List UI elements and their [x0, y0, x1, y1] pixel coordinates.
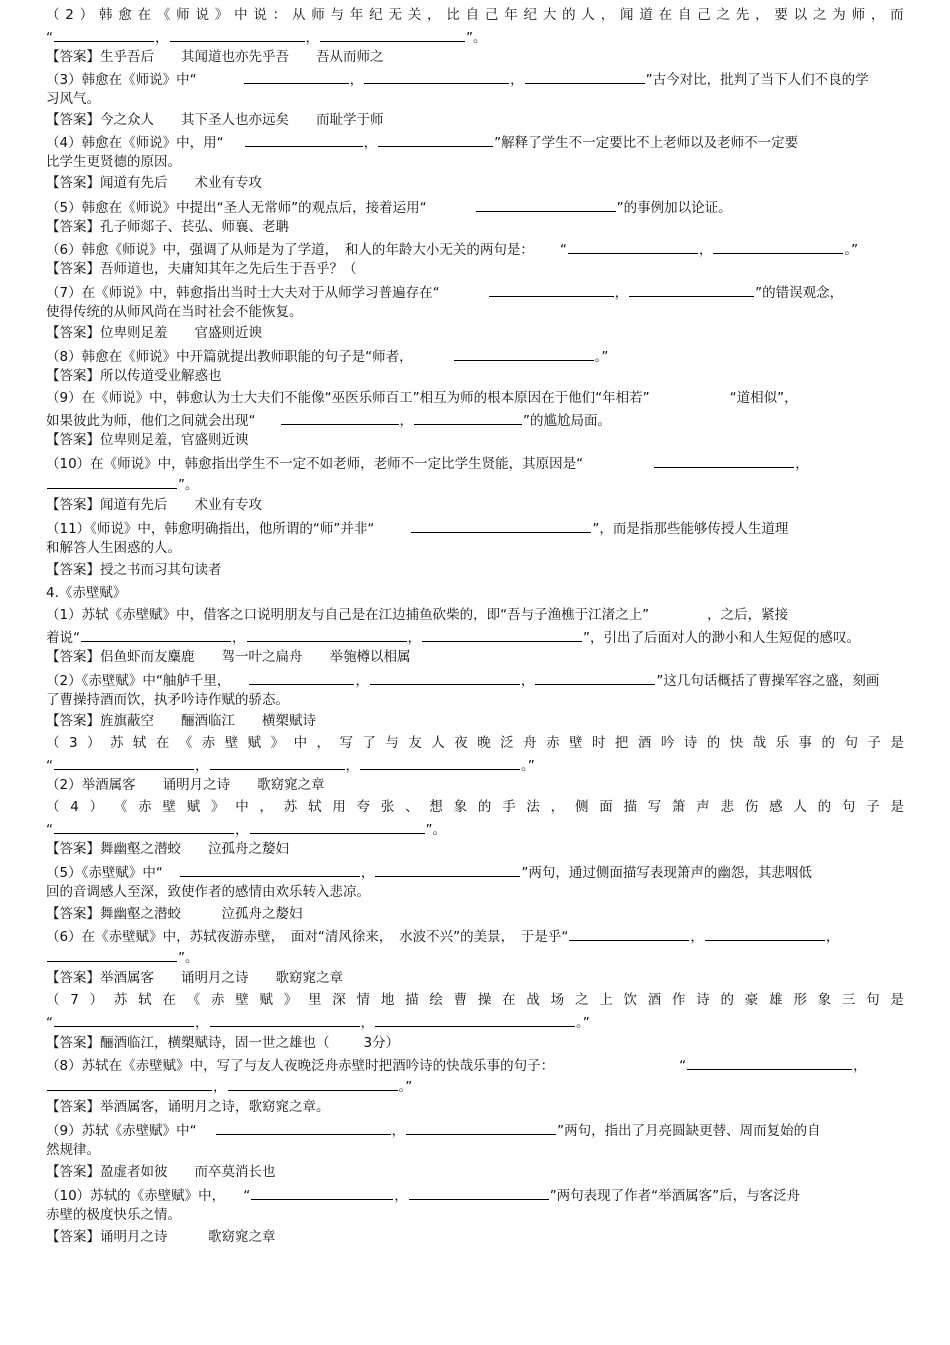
question-line: （11）《师说》中，韩愈明确指出，他所谓的“师”并非“ ”，而是指那些能够传授人生道理 — [46, 518, 788, 538]
answer-line: 【答案】闻道有先后 术业有专攻 — [46, 497, 262, 513]
answer-line: （2）举酒属客 诵明月之诗 歌窈窕之章 — [46, 777, 325, 793]
answer-line: 【答案】今之众人 其下圣人也亦远矣 而耻学于师 — [46, 112, 384, 128]
question-line: （5）韩愈在《师说》中提出“圣人无常师”的观点后，接着运用“ ”的事例加以论证。 — [46, 197, 732, 217]
question-line: ”。 — [46, 474, 199, 494]
question-line: （2）《赤壁赋》中“舳舻千里， ， ， ”这几句话概括了曹操军容之盛，刻画 — [46, 670, 879, 690]
question-line: 和解答人生困惑的人。 — [46, 540, 181, 556]
question-line: （ 3 ） 苏 轼 在 《 赤 壁 赋 》 中 ， 写 了 与 友 人 夜 晚 泛 舟 赤 壁 时 把 酒 吟 诗 的 快 哉 乐 事 的 句 子 是 — [46, 735, 904, 751]
answer-line: 【答案】诵明月之诗 歌窈窕之章 — [46, 1229, 276, 1245]
answer-line: 【答案】生乎吾后 其闻道也亦先乎吾 吾从而师之 — [46, 49, 384, 65]
question-line: 如果彼此为师，他们之间就会出现“ ， ”的尴尬局面。 — [46, 410, 611, 430]
answer-line: 【答案】位卑则足羞，官盛则近谀 — [46, 432, 249, 448]
answer-line: 【答案】举酒属客，诵明月之诗，歌窈窕之章。 — [46, 1099, 330, 1115]
question-line: （8）韩愈在《师说》中开篇就提出教师职能的句子是“师者， 。” — [46, 346, 608, 366]
question-line: “ ， ， ”。 — [46, 27, 487, 47]
question-line: 了曹操持酒而饮，执矛吟诗作赋的骄态。 — [46, 692, 289, 708]
answer-line: 【答案】位卑则足羞 官盛则近谀 — [46, 325, 262, 341]
question-line: 然规律。 — [46, 1142, 100, 1158]
question-line: “ ， ， 。” — [46, 1012, 590, 1032]
question-line: （9）苏轼《赤壁赋》中“ ， ”两句，指出了月亮圆缺更替、周而复始的自 — [46, 1120, 821, 1140]
question-line: 比学生更贤德的原因。 — [46, 154, 181, 170]
question-line: （3）韩愈在《师说》中“ ， ， ”古今对比，批判了当下人们不良的学 — [46, 69, 869, 89]
question-line: （8）苏轼在《赤壁赋》中，写了与友人夜晚泛舟赤壁时把酒吟诗的快哉乐事的句子： “ ， — [46, 1055, 867, 1075]
question-line: （1）苏轼《赤壁赋》中，借客之口说明朋友与自己是在江边捕鱼砍柴的，即“吾与子渔樵于江渚之上” ，之后，紧接 — [46, 607, 789, 623]
question-line: （5）《赤壁赋》中“ ， ”两句，通过侧面描写表现箫声的幽怨，其悲咽低 — [46, 862, 812, 882]
question-line: 使得传统的从师风尚在当时社会不能恢复。 — [46, 304, 303, 320]
answer-line: 【答案】吾师道也，夫庸知其年之先后生于吾乎？（ — [46, 261, 357, 277]
answer-line: 【答案】舞幽壑之潜蛟 泣孤舟之嫠妇 — [46, 841, 289, 857]
answer-line: 【答案】舞幽壑之潜蛟 泣孤舟之嫠妇 — [46, 906, 303, 922]
answer-line: 【答案】酾酒临江，横槊赋诗，固一世之雄也（ 3分） — [46, 1035, 400, 1051]
question-line: 着说“ ， ， ”，引出了后面对人的渺小和人生短促的感叹。 — [46, 627, 860, 647]
answer-line: 【答案】授之书而习其句读者 — [46, 562, 222, 578]
section-heading: 4.《赤壁赋》 — [46, 585, 127, 601]
question-line: （6）韩愈《师说》中，强调了从师是为了学道， 和人的年龄大小无关的两句是： “ ， 。” — [46, 239, 858, 259]
question-line: 赤壁的极度快乐之情。 — [46, 1207, 181, 1223]
question-line: （7）在《师说》中，韩愈指出当时士大夫对于从师学习普遍存在“ ， ”的错误观念， — [46, 282, 843, 302]
question-line: （10）苏轼的《赤壁赋》中， “ ， ”两句表现了作者“举酒属客”后，与客泛舟 — [46, 1185, 800, 1205]
question-line: （ 4 ） 《 赤 壁 赋 》 中 ， 苏 轼 用 夸 张 、 想 象 的 手 法 ， 侧 面 描 写 箫 声 悲 伤 感 人 的 句 子 是 — [46, 799, 904, 815]
question-line: （ 7 ） 苏 轼 在 《 赤 壁 赋 》 里 深 情 地 描 绘 曹 操 在 战 场 之 上 饮 酒 作 诗 的 豪 雄 形 象 三 句 是 — [46, 992, 904, 1008]
answer-line: 【答案】所以传道受业解惑也 — [46, 368, 222, 384]
answer-line: 【答案】盈虚者如彼 而卒莫消长也 — [46, 1164, 276, 1180]
question-line: （10）在《师说》中，韩愈指出学生不一定不如老师，老师不一定比学生贤能，其原因是“ ， — [46, 453, 809, 473]
question-line: 回的音调感人至深，致使作者的感情由欢乐转入悲凉。 — [46, 884, 370, 900]
answer-line: 【答案】闻道有先后 术业有专攻 — [46, 175, 262, 191]
question-line: 习风气。 — [46, 91, 100, 107]
answer-line: 【答案】举酒属客 诵明月之诗 歌窈窕之章 — [46, 970, 343, 986]
question-line: ， 。” — [46, 1076, 412, 1096]
question-line: ”。 — [46, 947, 199, 967]
question-line: （ 2 ） 韩 愈 在 《 师 说 》 中 说 ： 从 师 与 年 纪 无 关 ， 比 自 己 年 纪 大 的 人 ， 闻 道 在 自 己 之 先 ， 要 以 之 为 师 ， 而 — [46, 7, 904, 23]
question-line: “ ， ”。 — [46, 819, 446, 839]
answer-line: 【答案】侣鱼虾而友麋鹿 驾一叶之扁舟 举匏樽以相属 — [46, 649, 411, 665]
answer-line: 【答案】旌旗蔽空 酾酒临江 横槊赋诗 — [46, 713, 316, 729]
answer-line: 【答案】孔子师郯子、苌弘、师襄、老聃 — [46, 219, 289, 235]
question-line: （4）韩愈在《师说》中，用“ ， ”解释了学生不一定要比不上老师以及老师不一定要 — [46, 132, 798, 152]
question-line: “ ， ， 。” — [46, 755, 535, 775]
question-line: （9）在《师说》中，韩愈认为士大夫们不能像“巫医乐师百工”相互为师的根本原因在于他们“年相若” “道相似”， — [46, 390, 798, 406]
question-line: （6）在《赤壁赋》中，苏轼夜游赤壁， 面对“清风徐来， 水波不兴”的美景， 于是乎“ ， ， — [46, 926, 839, 946]
